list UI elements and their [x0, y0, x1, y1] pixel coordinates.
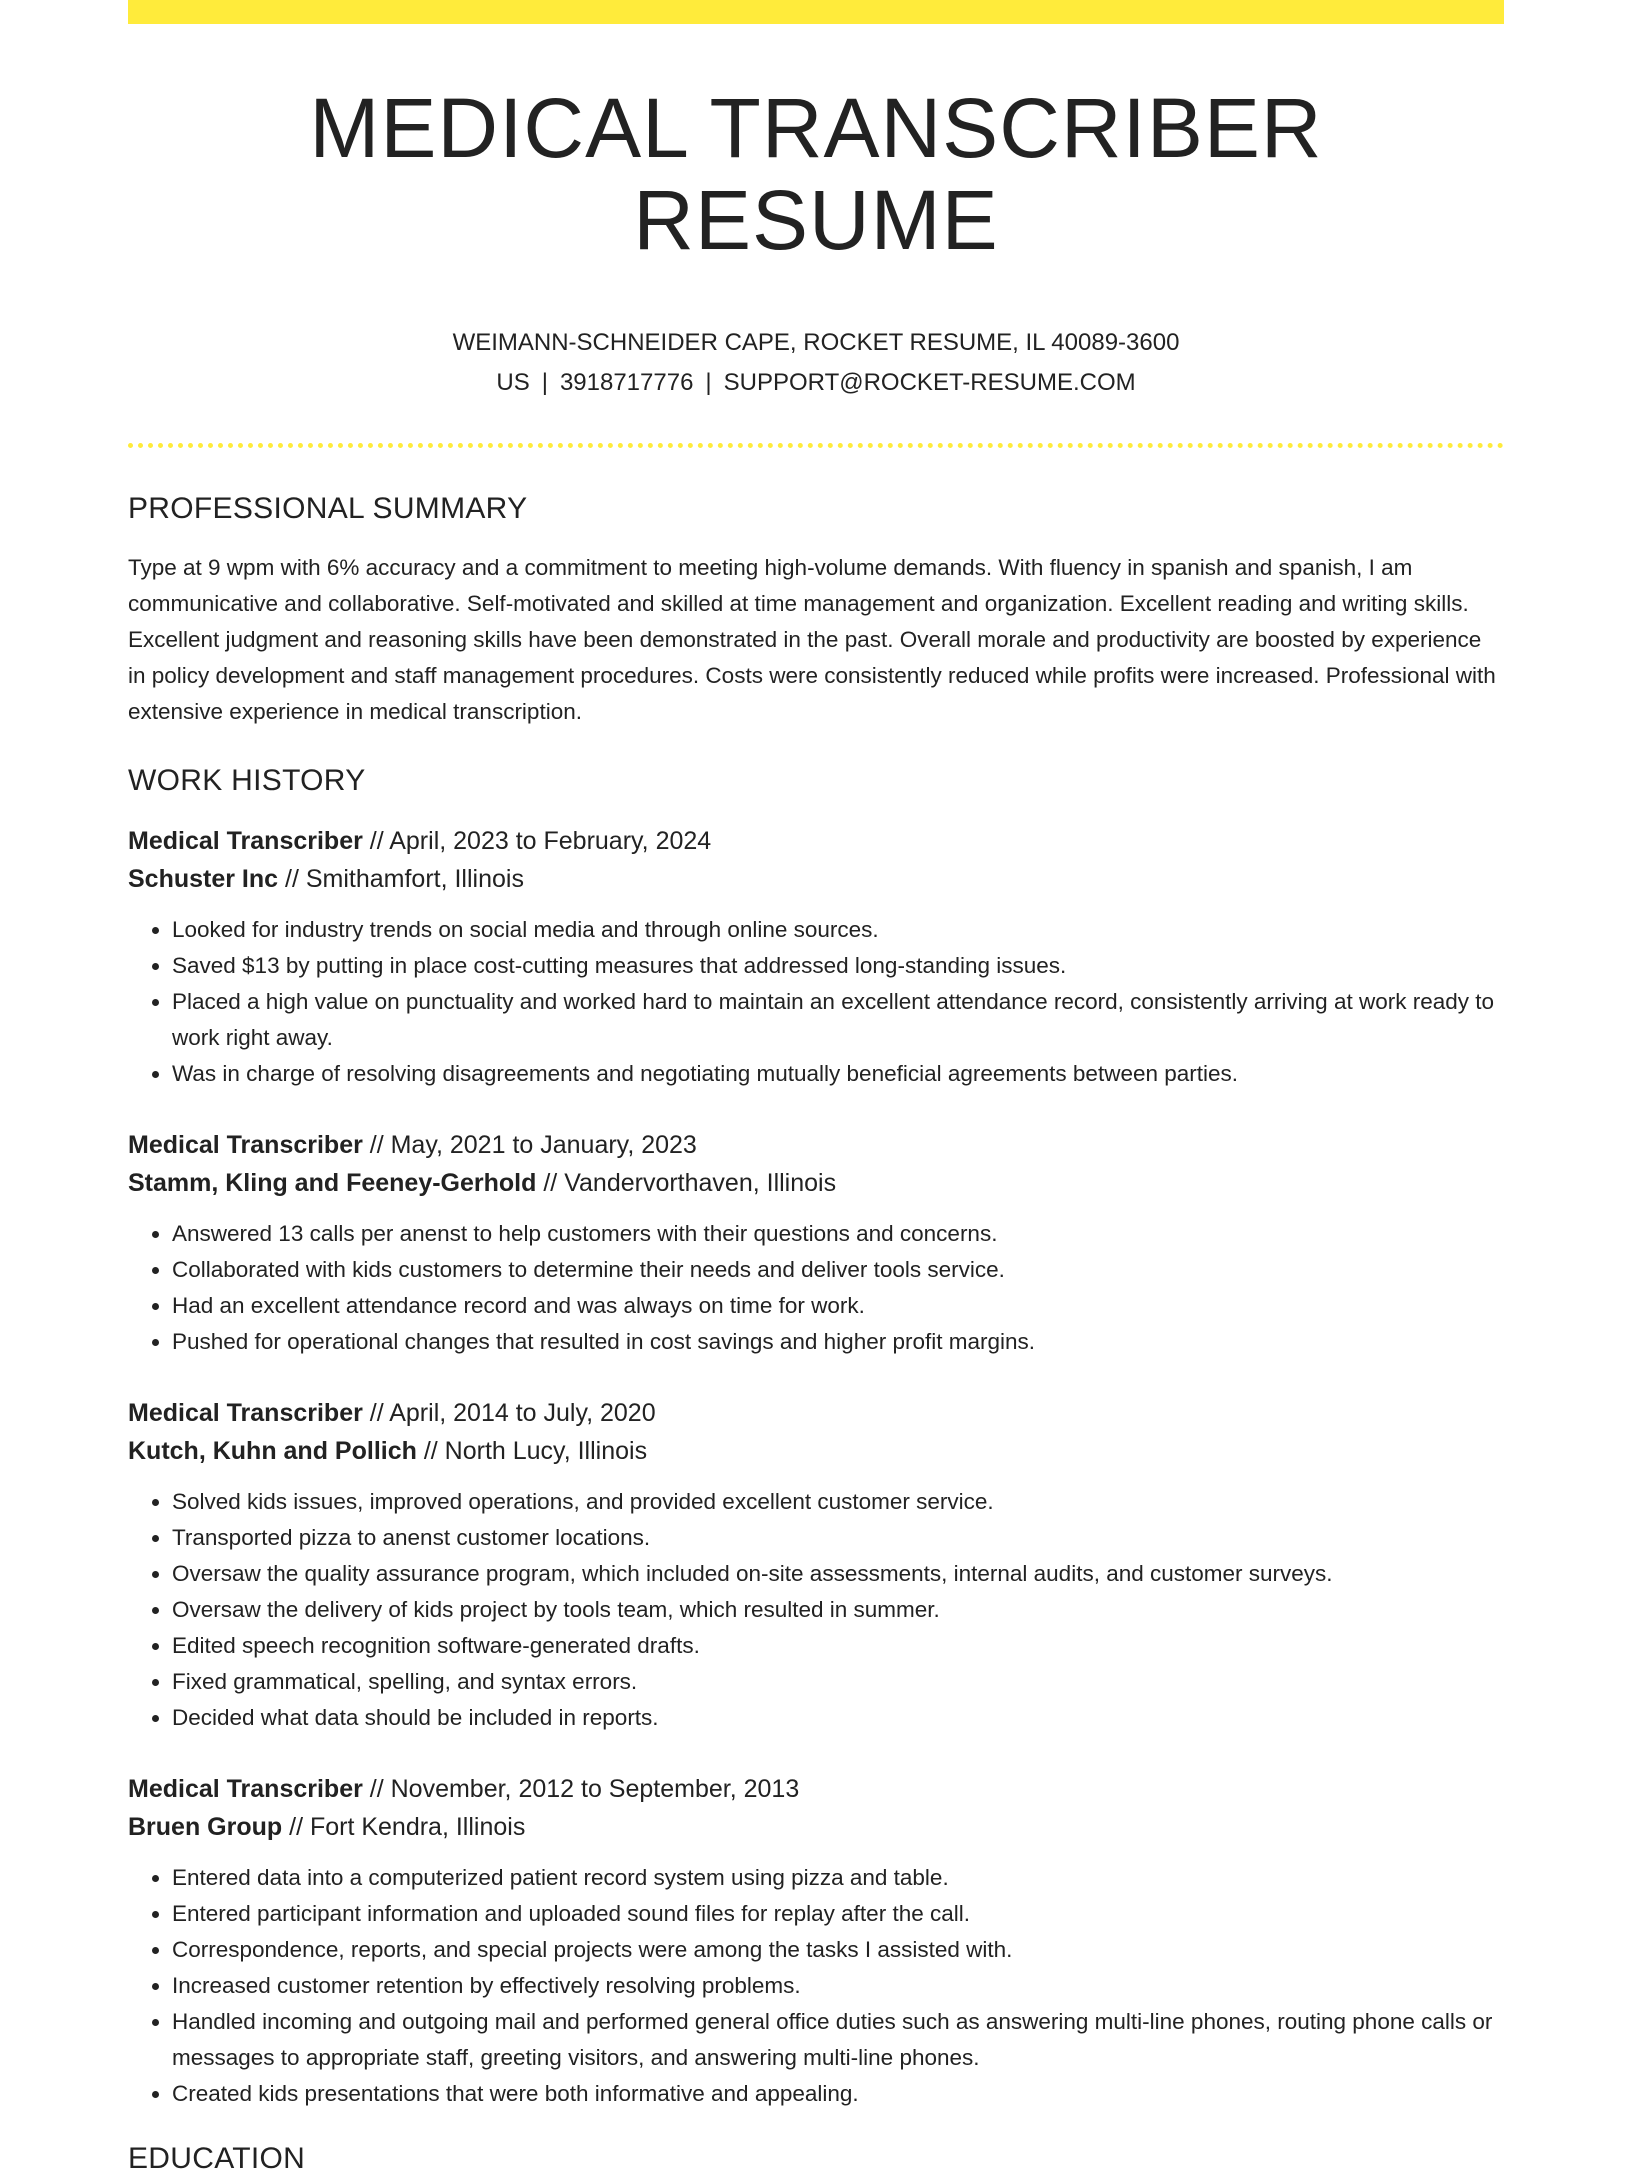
- job-title: Medical Transcriber: [128, 1398, 363, 1427]
- job-bullet-list: [128, 1216, 1504, 1360]
- job-bullet: • Created kids presentations that were both informative and appealing.: [172, 2076, 1504, 2112]
- job-bullet: • Placed a high value on punctuality and worked hard to maintain an excellent attendance record, consistently arriving at work ready to work right away.: [172, 984, 1504, 1056]
- job-company: Kutch, Kuhn and Pollich: [128, 1436, 417, 1465]
- job-company: Bruen Group: [128, 1812, 283, 1841]
- job-bullet: • Oversaw the delivery of kids project by tools team, which resulted in summer.: [172, 1592, 1504, 1628]
- top-accent-bar: [128, 0, 1504, 24]
- job-entry: [128, 1126, 1504, 1360]
- contact-email: SUPPORT@ROCKET-RESUME.COM: [723, 368, 1136, 396]
- job-bullet: • Edited speech recognition software-generated drafts.: [172, 1628, 1504, 1664]
- job-title-line: [128, 1126, 1504, 1164]
- job-title: Medical Transcriber: [128, 1774, 363, 1803]
- job-bullet-list: [128, 912, 1504, 1092]
- section-heading-education: EDUCATION: [128, 2141, 306, 2175]
- contact-address: WEIMANN-SCHNEIDER CAPE, ROCKET RESUME, IL 40089-3600 US: [452, 328, 1180, 396]
- resume-title: MEDICAL TRANSCRIBER RESUME: [309, 81, 1323, 268]
- job-bullet: • Oversaw the quality assurance program, which included on-site assessments, internal audits, and customer surveys.: [172, 1556, 1504, 1592]
- job-location: // Smithamfort, Illinois: [278, 864, 524, 893]
- work-history-list: [128, 822, 1504, 2112]
- job-bullet: • Increased customer retention by effectively resolving problems.: [172, 1968, 1504, 2004]
- job-bullet: • Saved $13 by putting in place cost-cutting measures that addressed long-standing issues.: [172, 948, 1504, 984]
- resume-page: [128, 0, 1504, 2176]
- job-company: Stamm, Kling and Feeney-Gerhold: [128, 1168, 537, 1197]
- job-title: Medical Transcriber: [128, 1130, 363, 1159]
- job-bullet: • Handled incoming and outgoing mail and performed general office duties such as answering multi-line phones, routing phone calls or messages to appropriate staff, greeting visitors, and answering multi-line phones.: [172, 2004, 1504, 2076]
- job-bullet: • Had an excellent attendance record and was always on time for work.: [172, 1288, 1504, 1324]
- job-company-line: [128, 1808, 1504, 1846]
- job-entry: [128, 822, 1504, 1092]
- summary-text: Type at 9 wpm with 6% accuracy and a commitment to meeting high-volume demands. With fluency in spanish and spanish, I am communicative and collaborative. Self-motivated and skilled at time management and organization. Excellent reading and writing skills. Excellent judgment and reasoning skills have been demonstrated in the past. Overall morale and productivity are boosted by experience in policy development and staff management procedures. Costs were consistently reduced while profits were increased. Professional with extensive experience in medical transcription.: [128, 554, 1496, 724]
- job-location: // Vandervorthaven, Illinois: [536, 1168, 837, 1197]
- job-bullet-list: [128, 1484, 1504, 1736]
- contact-info: [128, 323, 1504, 403]
- job-bullet: • Looked for industry trends on social media and through online sources.: [172, 912, 1504, 948]
- job-bullet: • Was in charge of resolving disagreements and negotiating mutually beneficial agreements between parties.: [172, 1056, 1504, 1092]
- job-company: Schuster Inc: [128, 864, 279, 893]
- job-title-line: [128, 1770, 1504, 1808]
- job-dates: // April, 2023 to February, 2024: [362, 826, 712, 855]
- job-bullet: • Collaborated with kids customers to determine their needs and deliver tools service.: [172, 1252, 1504, 1288]
- job-title-line: [128, 1394, 1504, 1432]
- job-bullet: • Decided what data should be included in reports.: [172, 1700, 1504, 1736]
- job-dates: // May, 2021 to January, 2023: [362, 1130, 697, 1159]
- contact-separator: |: [541, 368, 548, 396]
- job-bullet: • Entered participant information and uploaded sound files for replay after the call.: [172, 1896, 1504, 1932]
- job-bullet: • Entered data into a computerized patient record system using pizza and table.: [172, 1860, 1504, 1896]
- job-bullet: • Fixed grammatical, spelling, and syntax errors.: [172, 1664, 1504, 1700]
- job-bullet: • Solved kids issues, improved operations, and provided excellent customer service.: [172, 1484, 1504, 1520]
- job-company-line: [128, 1432, 1504, 1470]
- job-company-line: [128, 860, 1504, 898]
- job-dates: // April, 2014 to July, 2020: [362, 1398, 656, 1427]
- job-dates: // November, 2012 to September, 2013: [362, 1774, 800, 1803]
- contact-phone: 3918717776: [559, 368, 694, 396]
- job-location: // Fort Kendra, Illinois: [282, 1812, 526, 1841]
- job-title: Medical Transcriber: [128, 826, 363, 855]
- job-title-line: [128, 822, 1504, 860]
- dotted-divider: [128, 443, 1504, 448]
- section-heading-summary: PROFESSIONAL SUMMARY: [128, 491, 528, 525]
- contact-separator: |: [705, 368, 712, 396]
- job-bullet-list: [128, 1860, 1504, 2112]
- job-location: // North Lucy, Illinois: [416, 1436, 648, 1465]
- job-entry: [128, 1770, 1504, 2112]
- job-bullet: • Correspondence, reports, and special projects were among the tasks I assisted with.: [172, 1932, 1504, 1968]
- job-bullet: • Answered 13 calls per anenst to help customers with their questions and concerns.: [172, 1216, 1504, 1252]
- job-bullet: • Pushed for operational changes that resulted in cost savings and higher profit margins.: [172, 1324, 1504, 1360]
- section-heading-work-history: WORK HISTORY: [128, 763, 366, 797]
- job-entry: [128, 1394, 1504, 1736]
- job-bullet: • Transported pizza to anenst customer locations.: [172, 1520, 1504, 1556]
- job-company-line: [128, 1164, 1504, 1202]
